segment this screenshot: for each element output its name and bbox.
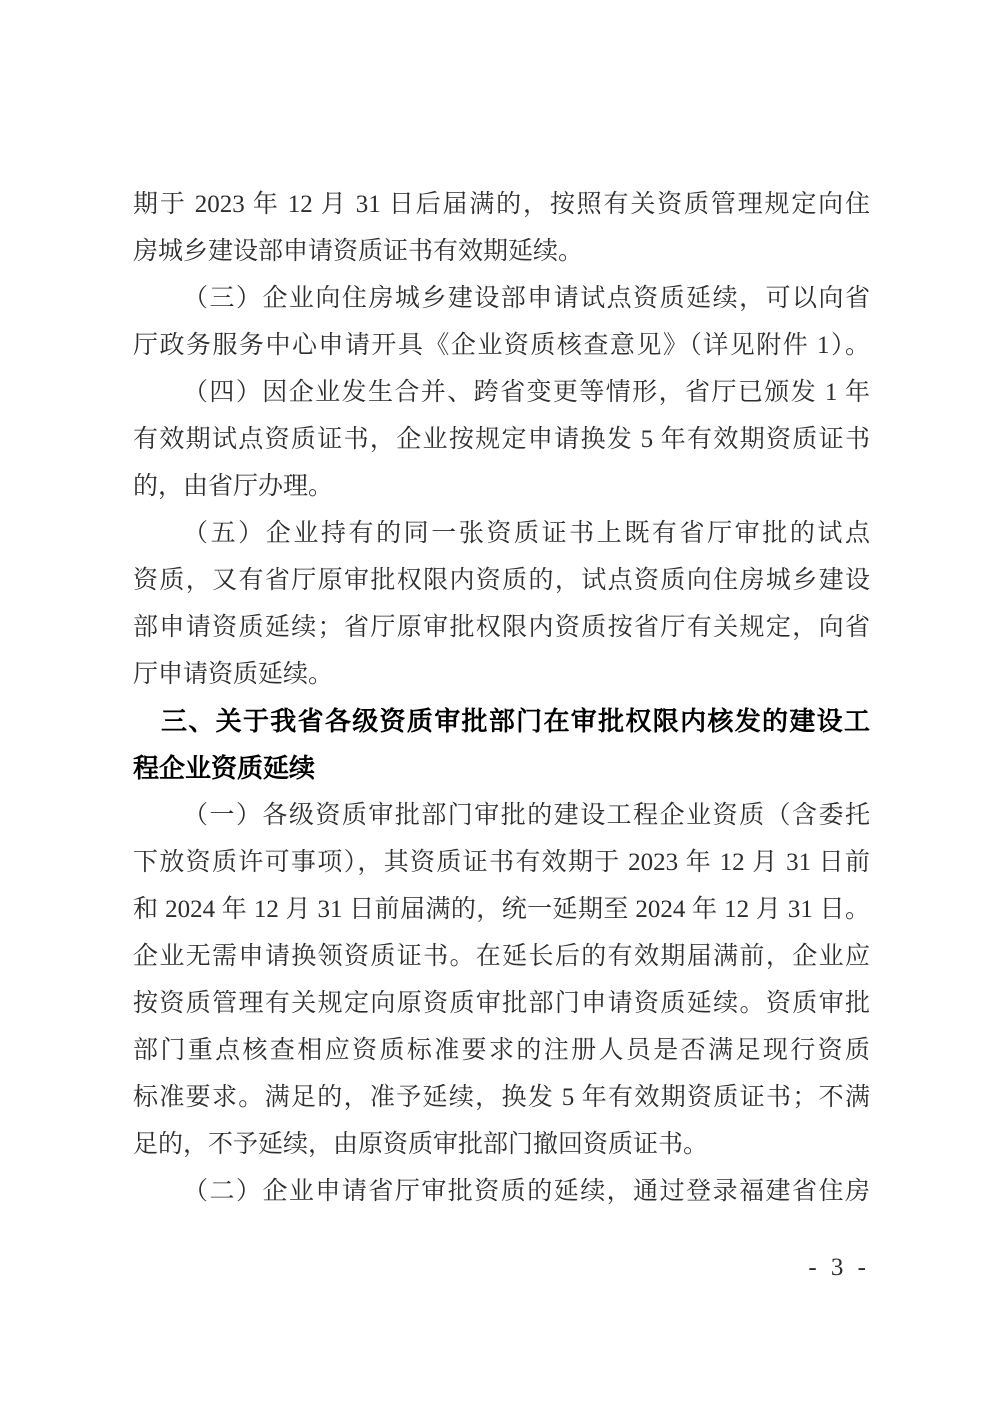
section-heading-line: 程企业资质延续 (133, 753, 316, 783)
paragraph-line: （三）企业向住房城乡建设部申请试点资质延续，可以向省 (183, 285, 870, 312)
paragraph-line: 房城乡建设部申请资质证书有效期延续。 (133, 238, 584, 265)
paragraph-line: 按资质管理有关规定向原资质审批部门申请资质延续。资质审批 (133, 990, 870, 1017)
paragraph-line: 的，由省厅办理。 (133, 473, 334, 500)
paragraph-line: 资质，又有省厅原审批权限内资质的，试点资质向住房城乡建设 (133, 567, 870, 594)
paragraph-line: （五）企业持有的同一张资质证书上既有省厅审批的试点 (183, 520, 870, 547)
paragraph-line: 和 2024 年 12 月 31 日前届满的，统一延期至 2024 年 12 月 31 日。 (133, 896, 870, 923)
paragraph-line: （四）因企业发生合并、跨省变更等情形，省厅已颁发 1 年 (183, 379, 870, 406)
paragraph-line: 部申请资质延续；省厅原审批权限内资质按省厅有关规定，向省 (133, 614, 870, 641)
paragraph-line: 厅政务服务中心申请开具《企业资质核查意见》（详见附件 1）。 (133, 332, 870, 359)
paragraph-line: （一）各级资质审批部门审批的建设工程企业资质（含委托 (183, 802, 870, 829)
paragraph-line: 期于 2023 年 12 月 31 日后届满的，按照有关资质管理规定向住 (133, 191, 870, 218)
paragraph-line: 足的，不予延续，由原资质审批部门撤回资质证书。 (133, 1131, 709, 1158)
paragraph-line: 有效期试点资质证书，企业按规定申请换发 5 年有效期资质证书 (133, 426, 870, 453)
paragraph-line: 厅申请资质延续。 (133, 661, 334, 688)
paragraph-line: 部门重点核查相应资质标准要求的注册人员是否满足现行资质 (133, 1037, 870, 1064)
document-body-text (133, 181, 870, 1215)
paragraph-line: 标准要求。满足的，准予延续，换发 5 年有效期资质证书；不满 (133, 1084, 870, 1111)
paragraph-line: 企业无需申请换领资质证书。在延长后的有效期届满前，企业应 (133, 943, 870, 970)
page-number: - 3 - (808, 1254, 870, 1281)
section-heading-line: 三、关于我省各级资质审批部门在审批权限内核发的建设工 (161, 706, 870, 736)
paragraph-line: 下放资质许可事项），其资质证书有效期于 2023 年 12 月 31 日前 (133, 849, 870, 876)
paragraph-line: （二）企业申请省厅审批资质的延续，通过登录福建省住房 (183, 1178, 870, 1205)
